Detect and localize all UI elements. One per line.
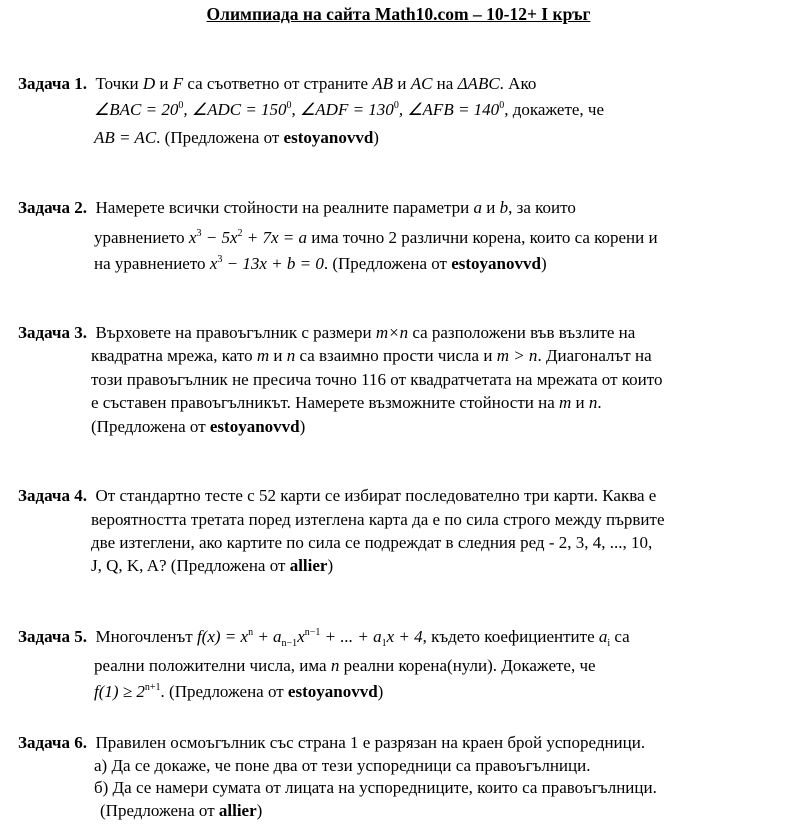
problem-6-line-2: а) Да се докаже, че поне два от тези успоредници са правоъгълници. (94, 756, 591, 775)
problem-4-label: Задача 4. (18, 486, 87, 505)
problem-2-line-2: уравнението $x^3 - 5x^2 + 7x = a$ има точно 2 различни корена, които са корени и (94, 228, 658, 247)
problem-3-line-4: е съставен правоъгълникът. Намерете възможните стойности на m и n. (91, 393, 602, 412)
problem-1-line-3: AB = AC. (Предложена от estoyanovvd) (94, 128, 379, 147)
problem-4-line-3: две изтеглени, ако картите по сила се подреждат в следния ред - 2, 3, 4, ..., 10, (91, 533, 653, 552)
problem-4-line-4: J, Q, K, A? (Предложена от allier) (91, 556, 334, 575)
problem-3-line-3: този правоъгълник не пресича точно 116 от квадратчетата на мрежата от които (91, 370, 663, 389)
problem-3-line-1: Задача 3. Върховете на правоъгълник с размери m×n са разположени във възлите на (18, 323, 636, 342)
problem-4-line-1: Задача 4. От стандартно тесте с 52 карти се избират последователно три карти. Каква е (18, 486, 657, 505)
problem-5-line-1: Задача 5. Многочленът $f(x) = x^n + a_{n-1}x^{n-1}$ + ... + $a_1x + 4$, където коефициентите $a_i$ са (18, 627, 630, 649)
problem-1-line-2: ∠BAC = $20^0$, ∠ADC = $150^0$, ∠ADF = $130^0$, ∠AFB = $140^0$, докажете, че (94, 100, 605, 119)
problem-6-line-3: б) Да се намери сумата от лицата на успоредниците, които са правоъгълници. (94, 778, 657, 797)
problem-3-label: Задача 3. (18, 323, 87, 342)
problem-2-line-3: на уравнението $x^3 - 13x + b = 0$. (Предложена от estoyanovvd) (94, 254, 547, 273)
problem-3-line-2: квадратна мрежа, като m и n са взаимно прости числа и m > n. Диагоналът на (91, 346, 652, 365)
problem-1-label: Задача 1. (18, 74, 87, 93)
author-name: estoyanovvd (451, 254, 541, 273)
author-name: estoyanovvd (283, 128, 374, 147)
author-name: allier (218, 801, 257, 820)
problem-2-line-1: Задача 2. Намерете всички стойности на реалните параметри a и b, за които (18, 198, 576, 217)
problem-5-label: Задача 5. (18, 627, 87, 646)
problem-5-line-3: $f(1) \ge 2^{n+1}$. (Предложена от estoyanovvd) (94, 682, 384, 701)
author-name: estoyanovvd (209, 417, 300, 436)
problem-3-line-5: (Предложена от estoyanovvd) (91, 417, 306, 436)
page-title: Олимпиада на сайта Math10.com – 10-12+ I кръг (206, 4, 591, 24)
problem-6-line-1: Задача 6. Правилен осмоъгълник със страна 1 е разрязан на краен брой успоредници. (18, 733, 646, 752)
problem-5-line-2: реални положителни числа, има n реални корена(нули). Докажете, че (94, 656, 596, 675)
problem-6-line-4: (Предложена от allier) (100, 801, 263, 820)
author-name: allier (289, 556, 328, 575)
author-name: estoyanovvd (287, 682, 378, 701)
problem-6-label: Задача 6. (18, 733, 87, 752)
problem-4-line-2: вероятността третата поред изтеглена карта да е по сила строго между първите (91, 510, 665, 529)
problem-1-line-1: Задача 1. Точки D и F са съответно от страните AB и AC на ΔABC. Ако (18, 74, 537, 93)
problem-2-label: Задача 2. (18, 198, 87, 217)
